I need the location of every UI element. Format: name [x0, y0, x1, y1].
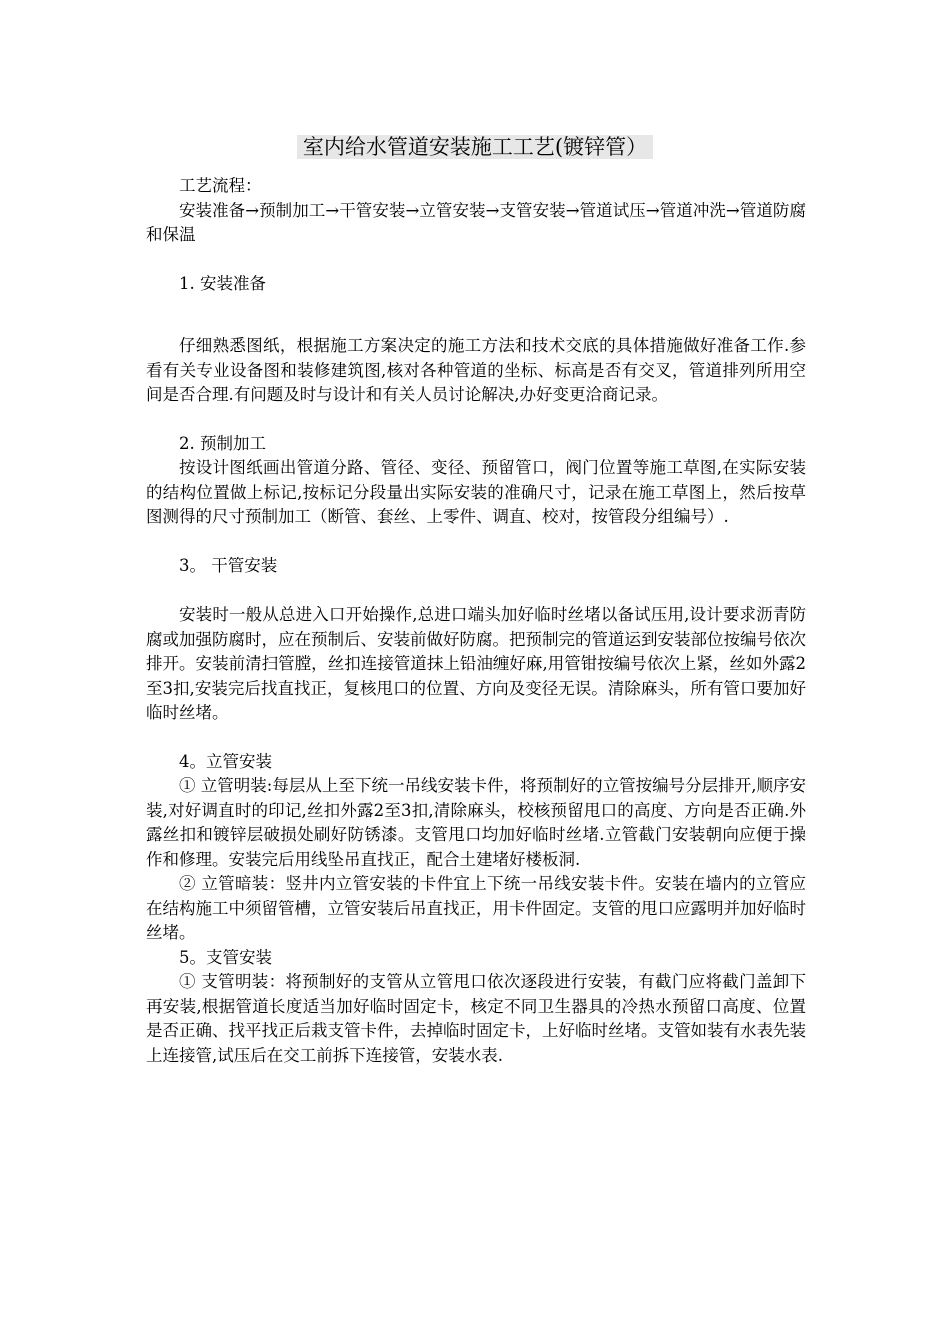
title-text: 室内给水管道安装施工工艺(镀锌管） — [297, 135, 653, 159]
flow-label: 工艺流程： — [179, 176, 262, 195]
section-3-text: 安装时一般从总进入口开始操作,总进口端头加好临时丝堵以备试压用,设计要求沥青防腐或加强防腐时，应在预制后、安装前做好防腐。把预制完的管道运到安装部位按编号依次排开。安装前清扫管膛，丝扣连接管道抹上铅油缠好麻,用管钳按编号依次上紧，丝如外露2至3扣,安装完后找直找正，复核甩口的位置、方向及变径无误。清除麻头，所有管口要加好临时丝堵。 — [146, 605, 806, 722]
section-2-heading: 2. 预制加工 — [179, 433, 266, 453]
section-2-text: 按设计图纸画出管道分路、管径、变径、预留管口，阀门位置等施工草图,在实际安装的结构位置做上标记,按标记分段量出实际安装的准确尺寸，记录在施工草图上，然后按草图测得的尺寸预制加工（断管、套丝、上零件、调直、校对，按管段分组编号）. — [146, 458, 806, 526]
section-1-heading: 1. 安装准备 — [179, 273, 266, 293]
flow-text: 安装准备→预制加工→干管安装→立管安装→支管安装→管道试压→管道冲洗→管道防腐和保温 — [146, 200, 806, 244]
document-body — [146, 174, 806, 1068]
section-5-heading: 5。支管安装 — [179, 947, 272, 967]
section-3-heading: 3。 干管安装 — [179, 555, 278, 575]
section-4-paragraph-2: ② 立管暗装：竖井内立管安装的卡件宜上下统一吊线安装卡件。安装在墙内的立管应在结构施工中须留管槽，立管安装后吊直找正，用卡件固定。支管的甩口应露明并加好临时丝堵。 — [146, 874, 806, 942]
section-4-paragraph-1: ① 立管明装:每层从上至下统一吊线安装卡件，将预制好的立管按编号分层排开,顺序安装,对好调直时的印记,丝扣外露2至3扣,清除麻头，校核预留甩口的高度、方向是否正确.外露丝扣和镀锌层破损处刷好防锈漆。支管甩口均加好临时丝堵.立管截门安装朝向应便于操作和修理。安装完后用线坠吊直找正，配合土建堵好楼板洞. — [146, 776, 806, 869]
document-title — [0, 133, 950, 161]
section-5-paragraph-1: ① 支管明装：将预制好的支管从立管甩口依次逐段进行安装，有截门应将截门盖卸下再安装,根据管道长度适当加好临时固定卡，核定不同卫生器具的冷热水预留口高度、位置是否正确、找平找正后栽支管卡件，去掉临时固定卡，上好临时丝堵。支管如装有水表先装上连接管,试压后在交工前拆下连接管，安装水表. — [146, 972, 806, 1065]
section-4-heading: 4。立管安装 — [179, 751, 272, 771]
section-1-text: 仔细熟悉图纸，根据施工方案决定的施工方法和技术交底的具体措施做好准备工作.参看有关专业设备图和装修建筑图,核对各种管道的坐标、标高是否有交叉，管道排列所用空间是否合理.有问题及时与设计和有关人员讨论解决,办好变更洽商记录。 — [146, 336, 806, 404]
